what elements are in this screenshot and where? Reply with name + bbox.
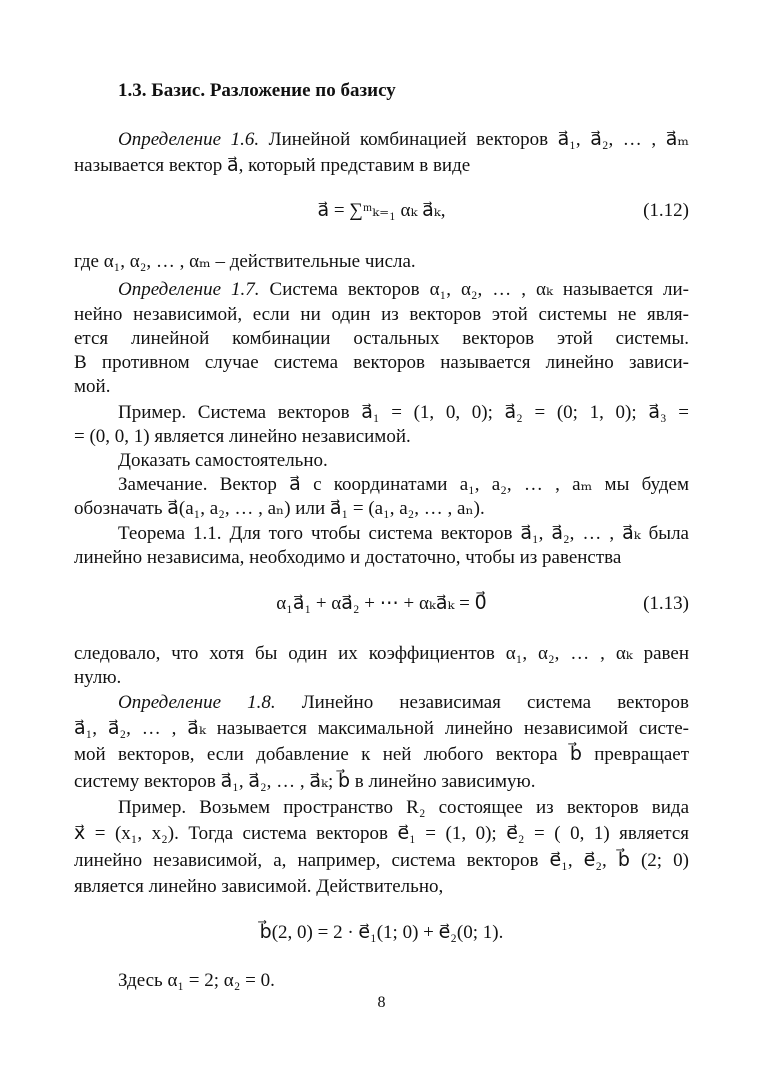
def16-line-1 bbox=[118, 128, 689, 152]
def16-line-2: называется вектор a⃗, который представим в виде bbox=[74, 155, 471, 176]
equation-b-body: b⃗(2, 0) = 2 · e⃗₁(1; 0) + e⃗₂(0; 1). bbox=[259, 922, 504, 943]
section-title: 1.3. Базис. Разложение по базису bbox=[118, 80, 396, 101]
def18-line-2: a⃗₁, a⃗₂, … , a⃗ₖ называется максимальной линейно независимой систе- bbox=[74, 718, 689, 739]
example2-line-2: x⃗ = (x₁, x₂). Тогда система векторов e⃗₁ = (1, 0); e⃗₂ = ( 0, 1) является bbox=[74, 823, 689, 844]
equation-1-12-number: (1.12) bbox=[643, 200, 689, 221]
theorem-line-2: линейно независима, необходимо и достаточно, чтобы из равенства bbox=[74, 547, 622, 568]
example1-line-2: = (0, 0, 1) является линейно независимой. bbox=[74, 426, 411, 447]
example2-line-3: линейно независимой, а, например, система векторов e⃗₁, e⃗₂, b⃗ (2; 0) bbox=[74, 850, 689, 871]
theorem-line-1: Теорема 1.1. Для того чтобы система векторов a⃗₁, a⃗₂, … , a⃗ₖ была bbox=[118, 523, 689, 544]
after-1-12-text: где α₁, α₂, … , αₘ – действительные числа. bbox=[74, 251, 416, 272]
equation-1-13-number: (1.13) bbox=[643, 593, 689, 614]
equation-1-13-body: α₁a⃗₁ + αa⃗₂ + ⋯ + αₖa⃗ₖ = 0⃗ bbox=[276, 593, 487, 614]
page-number: 8 bbox=[377, 994, 386, 1011]
def16-text-1: Линейной комбинацией векторов a⃗₁, a⃗₂, … , a⃗ₘ bbox=[259, 129, 689, 150]
final-line: Здесь α₁ = 2; α₂ = 0. bbox=[118, 970, 275, 991]
remark-line-2: обозначать a⃗(a₁, a₂, … , aₙ) или a⃗₁ = (a₁, a₂, … , aₙ). bbox=[74, 498, 485, 519]
example2-line-1: Пример. Возьмем пространство R₂ состоящее из векторов вида bbox=[118, 797, 689, 818]
def17-label: Определение 1.7. bbox=[118, 279, 260, 300]
after-1-13-line-1: следовало, что хотя бы один их коэффициентов α₁, α₂, … , αₖ равен bbox=[74, 643, 689, 664]
def17-line-2: нейно независимой, если ни один из векторов этой системы не явля- bbox=[74, 304, 689, 325]
after-1-13-line-2: нулю. bbox=[74, 667, 122, 688]
def18-line-1 bbox=[118, 691, 689, 715]
def18-line-4: систему векторов a⃗₁, a⃗₂, … , a⃗ₖ; b⃗ в линейно зависимую. bbox=[74, 771, 536, 792]
def16-label: Определение 1.6. bbox=[118, 129, 260, 150]
def18-text-1: Линейно независимая система векторов bbox=[275, 692, 689, 713]
def17-line-3: ется линейной комбинации остальных векторов этой системы. bbox=[74, 328, 689, 349]
remark-line-1: Замечание. Вектор a⃗ с координатами a₁, a₂, … , aₘ мы будем bbox=[118, 474, 689, 495]
def17-line-4: В противном случае система векторов называется линейно зависи- bbox=[74, 352, 689, 373]
prove-yourself: Доказать самостоятельно. bbox=[118, 450, 328, 471]
example2-line-4: является линейно зависимой. Действительно, bbox=[74, 876, 444, 897]
def17-line-5: мой. bbox=[74, 376, 111, 397]
def17-line-1 bbox=[118, 278, 689, 302]
def18-label: Определение 1.8. bbox=[118, 692, 276, 713]
def17-text-1: Система векторов α₁, α₂, … , αₖ называется ли- bbox=[259, 279, 689, 300]
example1-line-1: Пример. Система векторов a⃗₁ = (1, 0, 0); a⃗₂ = (0; 1, 0); a⃗₃ = bbox=[118, 402, 689, 423]
def18-line-3: мой векторов, если добавление к ней любого вектора b⃗ превращает bbox=[74, 744, 689, 765]
equation-1-12-body: a⃗ = ∑ᵐₖ₌₁ αₖ a⃗ₖ, bbox=[317, 200, 446, 221]
